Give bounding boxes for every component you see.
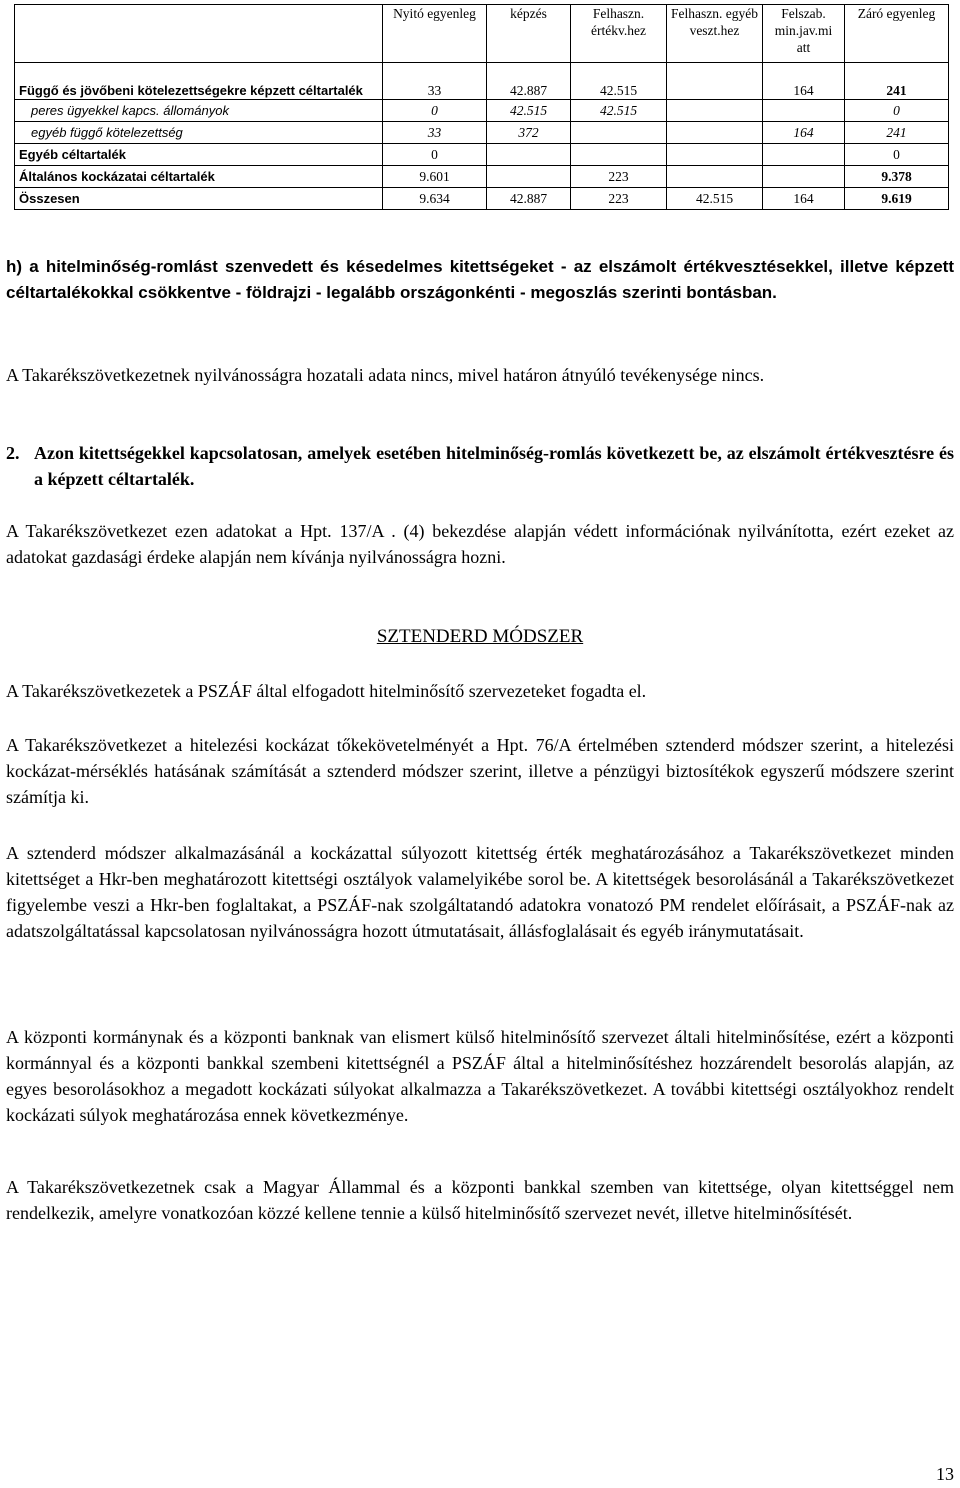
provisions-table xyxy=(14,4,949,210)
paragraph-no-data: A Takarékszövetkezetnek nyilvánosságra hozatali adata nincs, mivel határon átnyúló tevékenysége nincs. xyxy=(6,365,765,385)
table-cell xyxy=(667,63,763,100)
row-label: Általános kockázatai céltartalék xyxy=(15,166,383,188)
table-cell: 0 xyxy=(845,100,949,122)
table-cell: 223 xyxy=(571,166,667,188)
table-cell xyxy=(487,144,571,166)
table-cell: 33 xyxy=(383,63,487,100)
table-cell xyxy=(667,100,763,122)
table-cell: 164 xyxy=(763,188,845,210)
page-number: 13 xyxy=(936,1464,954,1484)
table-cell xyxy=(667,144,763,166)
paragraph-capital-requirement: A Takarékszövetkezet a hitelezési kockázat tőkekövetelményét a Hpt. 76/A értelmében sztenderd módszer szerint, a hitelezési kockázat-mérséklés hatásának számítását a sztenderd módszer szerint, illetve a pénzügyi biztosítékok egyszerű módszere szerint számítja ki. xyxy=(6,735,954,807)
table-cell: 42.887 xyxy=(487,63,571,100)
table-cell xyxy=(763,100,845,122)
table-cell: 42.515 xyxy=(667,188,763,210)
table-cell xyxy=(571,144,667,166)
table-row xyxy=(15,144,949,166)
table-cell xyxy=(487,166,571,188)
paragraph-exposures: A Takarékszövetkezetnek csak a Magyar Állammal és a központi bankkal szemben van kitettsége, olyan kitettséggel nem rendelkezik, amelyre vonatkozóan közzé kellene tennie a külső hitelminősítő szervezet nevét, illetve hitelminősítését. xyxy=(6,1177,954,1223)
table-cell: 9.601 xyxy=(383,166,487,188)
section-heading: SZTENDERD MÓDSZER xyxy=(376,626,584,647)
table-cell: 0 xyxy=(383,144,487,166)
paragraph-central-government: A központi kormánynak és a központi banknak van elismert külső hitelminősítő szervezet általi hitelminősítése, ezért a központi kormánnyal és a központi bankkal szembeni kitettségnél a PSZÁF által a hitelminősítéshez hozzárendelt besorolás alapján, az egyes besorolásokhoz a megadott kockázati súlyokat alkalmazza a Takarékszövetkezet. A további kitettségi osztályokhoz rendelt kockázati súlyok meghatározása ennek következménye. xyxy=(6,1027,954,1125)
column-header: Felszab. min.jav.mi att xyxy=(763,5,845,63)
row-label: peres ügyekkel kapcs. állományok xyxy=(15,100,383,122)
item-2-text: Azon kitettségekkel kapcsolatosan, amelyek esetében hitelminőség-romlás következett be, az elszámolt értékvesztésre és a képzett céltartalék. xyxy=(34,443,954,489)
table-cell: 164 xyxy=(763,122,845,144)
column-header: Nyitó egyenleg xyxy=(383,5,487,63)
row-label: Függő és jövőbeni kötelezettségekre képzett céltartalék xyxy=(15,63,383,100)
table-cell xyxy=(667,166,763,188)
column-header xyxy=(15,5,383,63)
paragraph-standard-method: A sztenderd módszer alkalmazásánál a kockázattal súlyozott kitettség érték meghatározásához a Takarékszövetkezet minden kitettséget a Hkr-ben meghatározott kitettségi osztályok valamelyikébe sorol be. A kitettségek besorolásánál a Takarékszövetkezet figyelembe veszi a Hkr-ben foglaltakat, a PSZÁF-nak szolgáltatandó adatokra vonatozó PM rendelet előírásait, a PSZÁF-nak az adatszolgáltatással kapcsolatosan nyilvánosságra hozott útmutatásait, állásfoglalásait és egyéb iránymutatásait. xyxy=(6,843,954,941)
paragraph-protected-info: A Takarékszövetkezet ezen adatokat a Hpt. 137/A . (4) bekezdése alapján védett információnak nyilvánította, ezért ezeket az adatokat gazdasági érdeke alapján nem kívánja nyilvánosságra hozni. xyxy=(6,521,954,567)
table-cell: 9.634 xyxy=(383,188,487,210)
table-cell: 42.515 xyxy=(571,63,667,100)
table-cell: 0 xyxy=(845,144,949,166)
column-header: Felhaszn. értékv.hez xyxy=(571,5,667,63)
row-label: Összesen xyxy=(15,188,383,210)
table-cell: 164 xyxy=(763,63,845,100)
table-cell xyxy=(571,122,667,144)
table-cell: 223 xyxy=(571,188,667,210)
table-row xyxy=(15,166,949,188)
row-label: egyéb függő kötelezettség xyxy=(15,122,383,144)
section-h-paragraph: h) a hitelminőség-romlást szenvedett és késedelmes kitettségeket - az elszámolt értékvesztésekkel, illetve képzett céltartalékokkal csökkentve - földrajzi - legalább országonkénti - megoszlás szerinti bontásban. xyxy=(6,257,954,302)
table-cell: 33 xyxy=(383,122,487,144)
table-cell: 9.378 xyxy=(845,166,949,188)
column-header: képzés xyxy=(487,5,571,63)
table-cell: 42.887 xyxy=(487,188,571,210)
table-cell: 372 xyxy=(487,122,571,144)
table-cell xyxy=(667,122,763,144)
table-cell: 241 xyxy=(845,122,949,144)
column-header: Záró egyenleg xyxy=(845,5,949,63)
table-header-row xyxy=(15,5,949,63)
row-label: Egyéb céltartalék xyxy=(15,144,383,166)
table-row xyxy=(15,188,949,210)
table-row xyxy=(15,63,949,100)
table-row xyxy=(15,122,949,144)
column-header: Felhaszn. egyéb veszt.hez xyxy=(667,5,763,63)
table-cell: 42.515 xyxy=(487,100,571,122)
table-cell: 9.619 xyxy=(845,188,949,210)
table-cell: 0 xyxy=(383,100,487,122)
table-cell: 241 xyxy=(845,63,949,100)
table-row xyxy=(15,100,949,122)
paragraph-rating-agencies: A Takarékszövetkezetek a PSZÁF által elfogadott hitelminősítő szervezeteket fogadta el. xyxy=(6,681,647,701)
table-cell xyxy=(763,166,845,188)
table-cell xyxy=(763,144,845,166)
item-number: 2. xyxy=(6,443,20,463)
table-cell: 42.515 xyxy=(571,100,667,122)
